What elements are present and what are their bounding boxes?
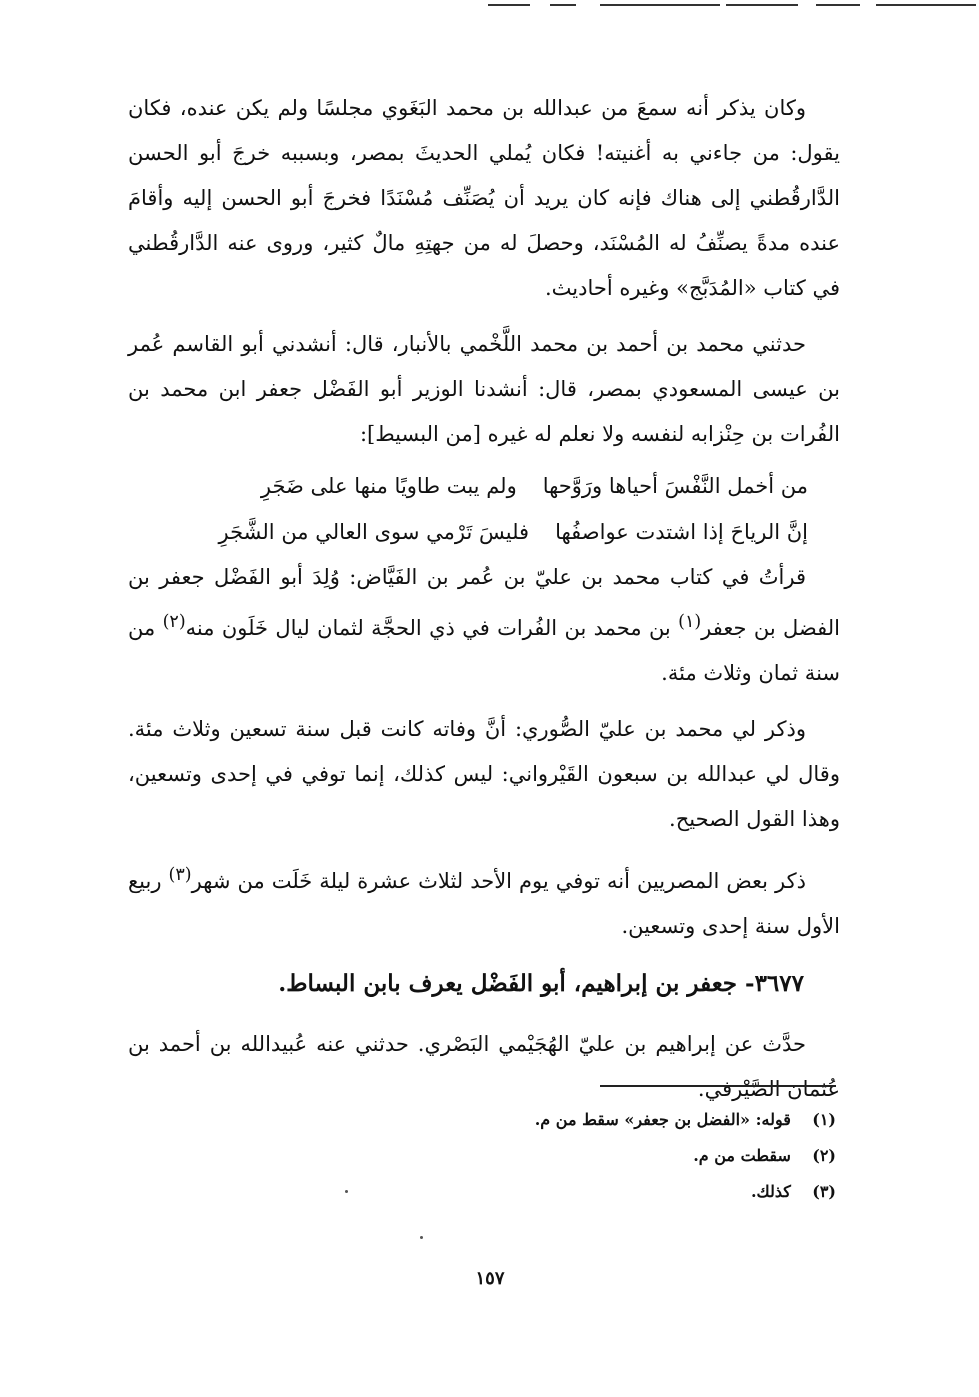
paragraph-3-part-c: من سنة ثمان وثلاث مئة. <box>128 616 840 685</box>
paragraph-2: حدثني محمد بن أحمد بن محمد اللَّخْمي بالأنبار، قال: أنشدني أبو القاسم عُمر بن عيسى المسعودي بمصر، قال: أنشدنا الوزير أبو الفَضْل جعفر ابن محمد بن الفُرات بن حِنْزابه لنفسه ولا نعلم له غيره [من البسيط]: <box>128 332 840 446</box>
footnote-ref-2: (٢) <box>162 612 186 632</box>
footnote-2 <box>400 1138 836 1174</box>
scan-speck <box>345 1190 348 1193</box>
footnote-1-number: (١) <box>812 1110 836 1129</box>
main-text <box>128 86 840 1123</box>
footnote-2-number: (٢) <box>812 1146 836 1165</box>
footnote-ref-1: (١) <box>678 612 702 632</box>
paragraph-3-part-b: بن محمد بن الفُرات في ذي الحجَّة لثمان ليال خَلَون منه <box>185 616 679 640</box>
footnote-ref-3: (٣) <box>168 865 192 885</box>
verse-2-second-hemistich: فليسَ تَرْمي سوى العالي من الشَّجَرِ <box>218 520 530 544</box>
scan-speck <box>420 1236 423 1239</box>
paragraph-3 <box>128 555 840 696</box>
paragraph-5-part-a: ذكر بعض المصريين أنه توفي يوم الأحد لثلاث عشرة ليلة خَلَت من شهر <box>191 869 806 893</box>
paragraph-5 <box>128 853 840 949</box>
footnote-2-text: سقطت من م. <box>693 1146 791 1165</box>
footnote-3-number: (٣) <box>812 1182 836 1201</box>
verse-2-first-hemistich: إنَّ الرياحَ إذا اشتدت عواصفُها <box>555 520 808 544</box>
footnote-3 <box>400 1174 836 1210</box>
paragraph-5-part-b: ربيع الأول سنة إحدى وتسعين. <box>128 869 840 938</box>
verse-line-1 <box>128 463 840 509</box>
paragraph-4: وذكر لي محمد بن عليّ الصُّوري: أنَّ وفاته كانت قبل سنة تسعين وثلاث مئة. وقال لي عبدالله بن سبعون القَيْرواني: ليس كذلك، إنما توفي في إحدى وتسعين، وهذا القول الصحيح. <box>128 717 840 831</box>
page-number: ١٥٧ <box>475 1268 505 1289</box>
footnote-3-text: كذلك. <box>750 1182 791 1201</box>
verse-1-second-hemistich: ولم يبت طاويًا منها على ضَجَرِ <box>260 474 517 498</box>
paragraph-6: حدَّث عن إبراهيم بن عليّ الهُجَيْمي البَصْري. حدثني عنه عُبيدالله بن أحمد بن عُثمان الصَّيْرفي. <box>128 1032 840 1101</box>
verse-1-first-hemistich: من أخمل النَّفْسَ أحياها ورَوَّحها <box>542 474 808 498</box>
footnote-1-text: قوله: «الفضل بن جعفر» سقط من م. <box>534 1110 791 1129</box>
footnotes <box>400 1102 836 1210</box>
footnote-separator <box>600 1085 836 1087</box>
paragraph-3-part-a: قرأتُ في كتاب محمد بن عليّ بن عُمر بن الفَيَّاض: وُلِدَ أبو الفَضْل جعفر بن الفضل بن جعفر <box>128 565 840 640</box>
verse-line-2 <box>128 509 840 555</box>
entry-heading: ٣٦٧٧- جعفر بن إبراهيم، أبو الفَضْل يعرف بابن البساط. <box>278 970 804 997</box>
footnote-1 <box>400 1102 836 1138</box>
top-border-rules <box>480 4 979 10</box>
paragraph-1: وكان يذكر أنه سمعَ من عبدالله بن محمد البَغَوي مجلسًا ولم يكن عنده، فكان يقول: من جاءني به أغنيته! فكان يُملي الحديثَ بمصر، وبسببه خرجَ أبو الحسن الدَّارقُطني إلى هناك فإنه كان يريد أن يُصَنِّف مُسْنَدًا فخرجَ أبو الحسن إليه وأقامَ عنده مدةً يصنِّفُ له المُسْنَد، وحصلَ له من جهتِهِ مالٌ كثير، وروى عنه الدَّارقُطني في كتاب «المُدَبَّج» وغيره أحاديث. <box>128 96 840 300</box>
